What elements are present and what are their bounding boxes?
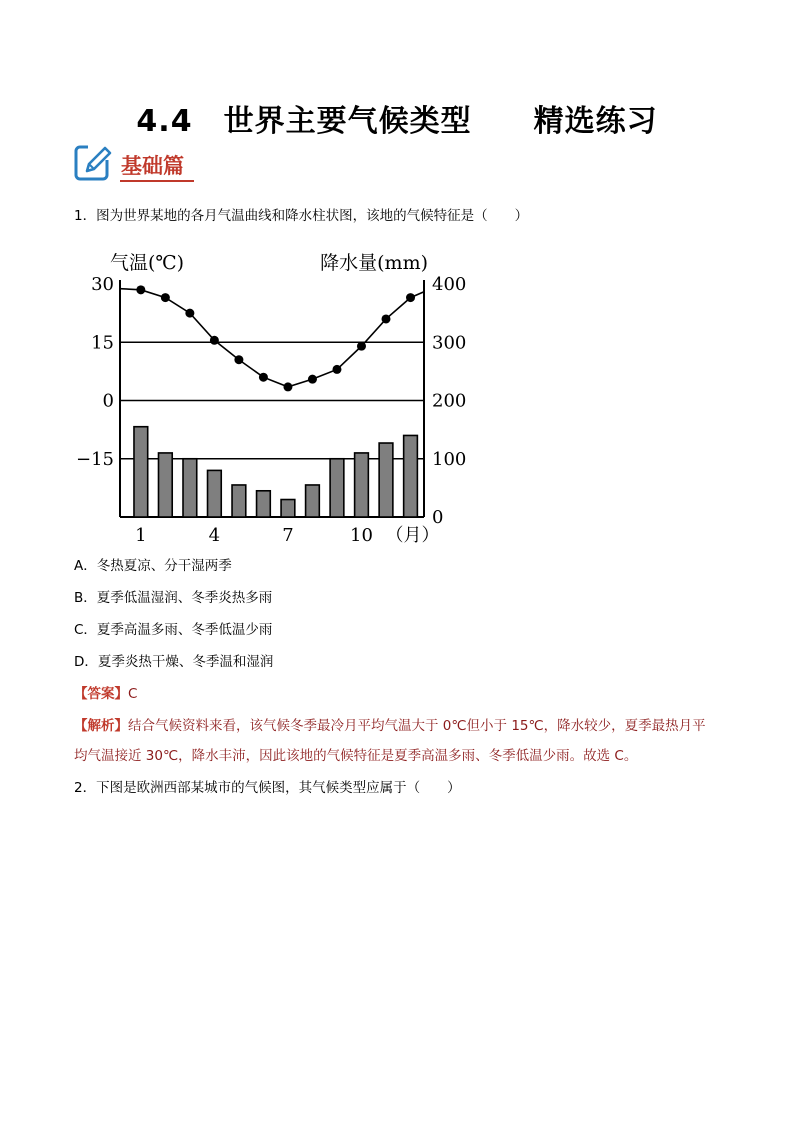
x-unit-label: （月） — [385, 525, 440, 546]
precip-bar — [330, 459, 344, 517]
climate-chart — [76, 244, 467, 549]
right-axis-title: 降水量(mm) — [320, 252, 428, 274]
question-2-stem: 2．下图是欧洲西部某城市的气候图，其气候类型应属于（ ） — [74, 780, 461, 796]
temperature-point — [308, 375, 317, 384]
section-underline — [120, 180, 194, 182]
temperature-point — [332, 365, 341, 374]
left-tick-label: 30 — [91, 274, 114, 295]
right-tick-label: 300 — [432, 332, 467, 354]
left-tick-label: −15 — [76, 448, 114, 470]
question-1-stem: 1．图为世界某地的各月气温曲线和降水柱状图，该地的气候特征是（ ） — [74, 208, 529, 224]
right-tick-label: 200 — [432, 390, 467, 412]
temperature-point — [283, 382, 292, 391]
question-1-option-b: B．夏季低温湿润、冬季炎热多雨 — [74, 590, 273, 606]
temperature-point — [234, 355, 243, 364]
temperature-line — [120, 289, 424, 387]
temperature-point — [210, 336, 219, 345]
question-1-analysis-line-2 — [74, 746, 637, 766]
temperature-point — [382, 314, 391, 323]
x-tick-label: 7 — [282, 525, 294, 546]
answer-tag: 【答案】 — [74, 686, 128, 702]
temperature-point — [161, 293, 170, 302]
question-1-option-c: C．夏季高温多雨、冬季低温少雨 — [74, 622, 273, 638]
precip-bar — [257, 491, 271, 517]
precip-bar — [306, 485, 320, 517]
analysis-text-2: 均气温接近 30℃，降水丰沛，因此该地的气候特征是夏季高温多雨、冬季低温少雨。故选 C。 — [74, 748, 638, 764]
left-axis-title: 气温(℃) — [110, 252, 185, 274]
temperature-point — [357, 342, 366, 351]
x-tick-label: 4 — [208, 525, 221, 546]
temperature-point — [259, 373, 268, 382]
climate-chart-svg — [76, 244, 467, 549]
precip-bar — [404, 435, 418, 517]
precip-bar — [281, 500, 295, 517]
temperature-point — [136, 285, 145, 294]
x-tick-label: 10 — [350, 525, 373, 546]
precip-bar — [158, 453, 172, 517]
left-tick-label: 15 — [91, 332, 114, 354]
question-1-analysis-line-1 — [74, 716, 706, 736]
temperature-point — [185, 309, 194, 318]
pencil-edit-icon — [74, 144, 112, 182]
question-1-option-d: D．夏季炎热干燥、冬季温和湿润 — [74, 654, 274, 670]
right-tick-label: 400 — [432, 274, 467, 295]
precip-bar — [379, 443, 393, 517]
question-1-answer — [74, 684, 137, 704]
answer-value: C — [128, 686, 138, 702]
precip-bar — [355, 453, 369, 517]
question-1-option-a: A．冬热夏凉、分干湿两季 — [74, 558, 232, 574]
right-tick-label: 0 — [432, 507, 444, 528]
precip-bar — [183, 459, 197, 517]
left-tick-label: 0 — [102, 390, 114, 412]
x-tick-label: 1 — [135, 525, 147, 546]
temperature-point — [406, 293, 415, 302]
page-title: 4.4 世界主要气候类型 精选练习 — [136, 104, 658, 139]
analysis-tag: 【解析】 — [74, 718, 128, 734]
precip-bar — [232, 485, 246, 517]
section-label: 基础篇 — [121, 154, 184, 178]
analysis-text-1: 结合气候资料来看，该气候冬季最冷月平均气温大于 0℃但小于 15℃，降水较少，夏季最热月平 — [128, 718, 706, 734]
right-tick-label: 100 — [432, 448, 467, 470]
precip-bar — [134, 427, 148, 517]
precip-bar — [208, 470, 222, 517]
